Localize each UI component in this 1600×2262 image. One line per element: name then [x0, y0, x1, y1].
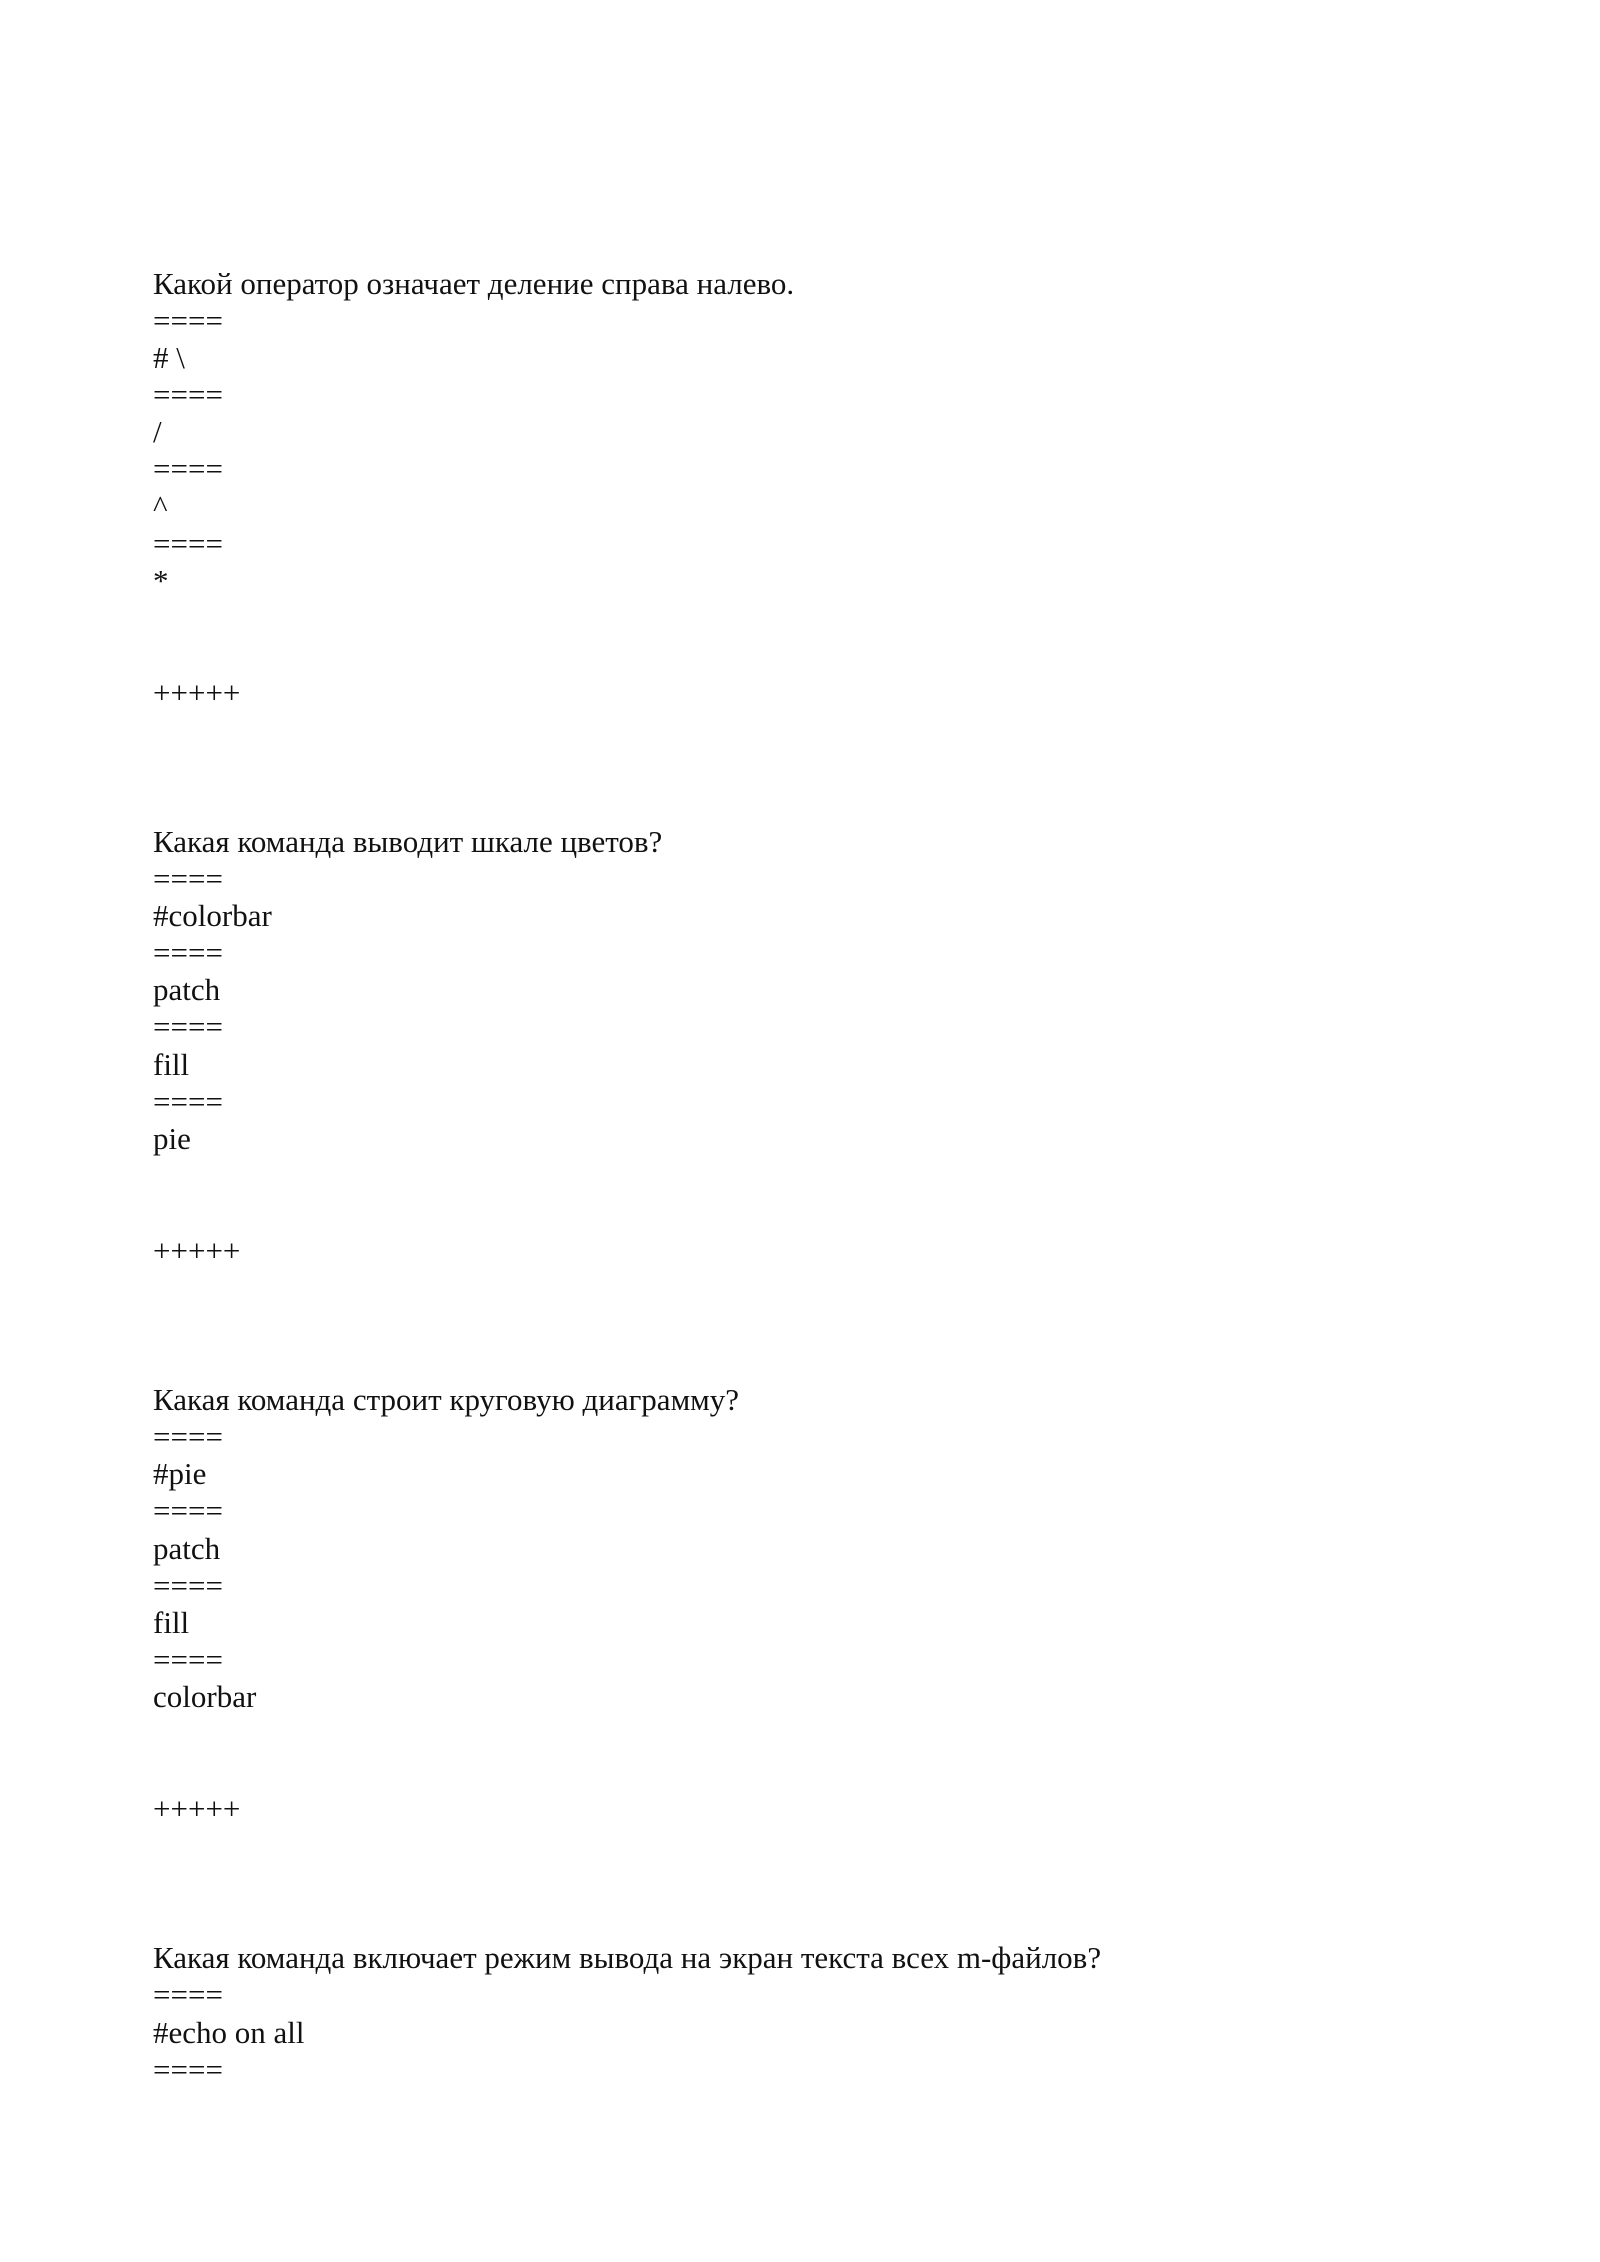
answer-option: pie: [153, 1121, 191, 1156]
separator: ====: [153, 451, 223, 486]
answer-option: #colorbar: [153, 898, 272, 933]
answer-option: #pie: [153, 1456, 207, 1491]
answer-option: patch: [153, 972, 221, 1007]
answer-option: ^: [153, 489, 168, 524]
answer-option: # \: [153, 340, 185, 375]
separator: ====: [153, 1642, 223, 1677]
end-marker: +++++: [153, 675, 241, 710]
answer-option: #echo on all: [153, 2015, 305, 2050]
end-marker: +++++: [153, 1791, 241, 1826]
separator: ====: [153, 1084, 223, 1119]
answer-option: /: [153, 414, 162, 449]
separator: ====: [153, 303, 223, 338]
separator: ====: [153, 377, 223, 412]
separator: ====: [153, 2052, 223, 2087]
answer-option: *: [153, 563, 169, 598]
question-text: Какая команда включает режим вывода на экран текста всех m-файлов?: [153, 1940, 1102, 1975]
separator: ====: [153, 1568, 223, 1603]
answer-option: fill: [153, 1605, 190, 1640]
question-text: Какая команда выводит шкале цветов?: [153, 824, 663, 859]
answer-option: patch: [153, 1531, 221, 1566]
separator: ====: [153, 526, 223, 561]
end-marker: +++++: [153, 1233, 241, 1268]
separator: ====: [153, 861, 223, 896]
answer-option: colorbar: [153, 1679, 257, 1714]
question-text: Какая команда строит круговую диаграмму?: [153, 1382, 740, 1417]
question-text: Какой оператор означает деление справа налево.: [153, 266, 795, 301]
answer-option: fill: [153, 1047, 190, 1082]
separator: ====: [153, 935, 223, 970]
separator: ====: [153, 1977, 223, 2012]
separator: ====: [153, 1493, 223, 1528]
separator: ====: [153, 1419, 223, 1454]
separator: ====: [153, 1009, 223, 1044]
